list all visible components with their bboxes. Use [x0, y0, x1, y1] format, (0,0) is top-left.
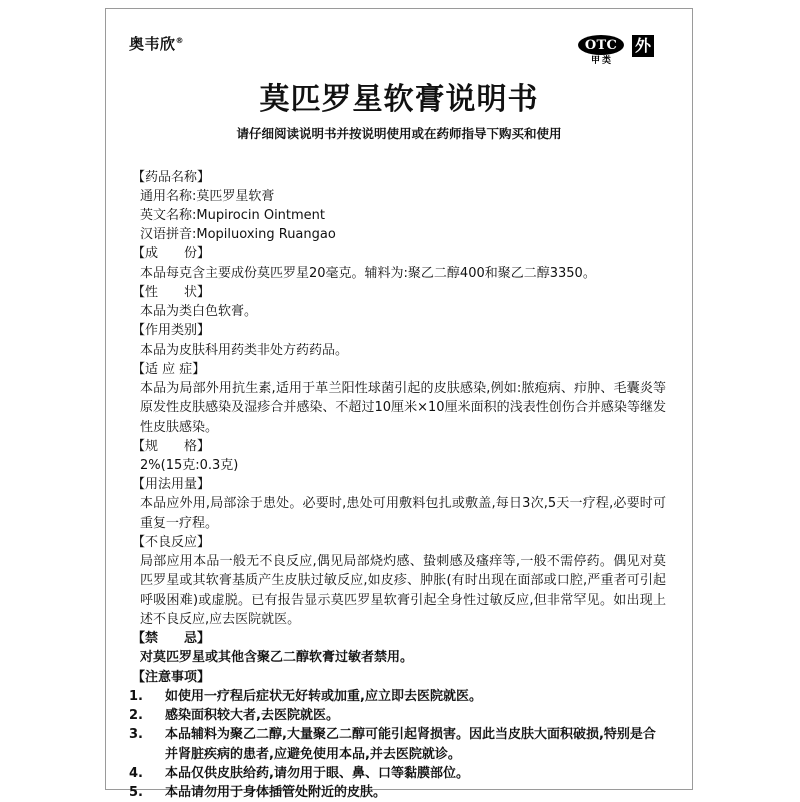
section-precautions: [132, 668, 666, 802]
otc-badge-icon: OTC: [578, 35, 624, 55]
indications-text: 本品为局部外用抗生素,适用于革兰阳性球菌引起的皮肤感染,例如:脓疱病、疖肿、毛囊炎等原发性皮肤感染及湿疹合并感染、不超过10厘米×10厘米面积的浅表性创伤合并感染等继发性皮肤感染。: [132, 379, 666, 437]
english-name-text: 英文名称:Mupirocin Ointment: [132, 206, 666, 225]
list-item: [140, 783, 666, 802]
dosage-text: 本品应外用,局部涂于患处。必要时,患处可用敷料包扎或敷盖,每日3次,5天一疗程,必要时可重复一疗程。: [132, 494, 666, 532]
list-item-number: 4.: [147, 764, 165, 783]
package-insert-page: [105, 8, 693, 790]
insert-body: [132, 168, 666, 802]
section-heading-specification: 【规 格】: [132, 437, 666, 456]
page-subtitle: 请仔细阅读说明书并按说明使用或在药师指导下购买和使用: [106, 126, 692, 141]
list-item-number: 5.: [147, 783, 165, 802]
registered-trademark-icon: ®: [176, 36, 185, 45]
category-text: 本品为皮肤科用药类非处方药药品。: [132, 341, 666, 360]
section-heading-ingredients: 【成 份】: [132, 244, 666, 263]
section-heading-contraindications: 【禁 忌】: [132, 629, 666, 648]
list-item: [140, 687, 666, 706]
list-item: [140, 764, 666, 783]
otc-class-label: 甲类: [589, 57, 613, 66]
insert-header: [106, 9, 692, 61]
adverse-reactions-text: 局部应用本品一般无不良反应,偶见局部烧灼感、蛰刺感及瘙痒等,一般不需停药。偶见对莫匹罗星或其软膏基质产生皮肤过敏反应,如皮疹、肿胀(有时出现在面部或口腔,严重者可引起呼吸困难)或虚脱。已有报告显示莫匹罗星软膏引起全身性过敏反应,但非常罕见。如出现上述不良反应,应去医院就医。: [132, 552, 666, 629]
section-heading-precautions: 【注意事项】: [132, 668, 666, 687]
generic-name-text: 通用名称:莫匹罗星软膏: [132, 187, 666, 206]
section-drug-name: [132, 168, 666, 245]
brand-name: 奥韦欣: [129, 35, 176, 53]
section-adverse-reactions: [132, 533, 666, 629]
specification-text: 2%(15克:0.3克): [132, 456, 666, 475]
otc-mark: [578, 35, 624, 66]
properties-text: 本品为类白色软膏。: [132, 302, 666, 321]
section-ingredients: [132, 244, 666, 282]
brand-logo: [129, 37, 184, 52]
list-item-number: 2.: [147, 706, 165, 725]
list-item-text: 如使用一疗程后症状无好转或加重,应立即去医院就医。: [165, 689, 482, 704]
external-use-icon: 外: [632, 35, 654, 57]
list-item-text: 本品仅供皮肤给药,请勿用于眼、鼻、口等黏膜部位。: [165, 766, 469, 781]
section-dosage: [132, 475, 666, 533]
list-item-text: 本品请勿用于身体插管处附近的皮肤。: [165, 785, 386, 800]
precautions-list: [132, 687, 666, 802]
section-heading-indications: 【适 应 症】: [132, 360, 666, 379]
regulatory-marks: [578, 35, 654, 66]
section-indications: [132, 360, 666, 437]
section-heading-properties: 【性 状】: [132, 283, 666, 302]
page-title: 莫匹罗星软膏说明书: [106, 83, 692, 118]
section-heading-dosage: 【用法用量】: [132, 475, 666, 494]
section-heading-category: 【作用类别】: [132, 321, 666, 340]
section-properties: [132, 283, 666, 321]
list-item-text: 本品辅料为聚乙二醇,大量聚乙二醇可能引起肾损害。因此当皮肤大面积破损,特别是合并肾脏疾病的患者,应避免使用本品,并去医院就诊。: [165, 727, 656, 761]
list-item-text: 感染面积较大者,去医院就医。: [165, 708, 339, 723]
section-heading-drug-name: 【药品名称】: [132, 168, 666, 187]
list-item-number: 3.: [147, 725, 165, 744]
list-item-number: 1.: [147, 687, 165, 706]
section-contraindications: [132, 629, 666, 667]
contraindications-text: 对莫匹罗星或其他含聚乙二醇软膏过敏者禁用。: [132, 648, 666, 667]
pinyin-name-text: 汉语拼音:Mopiluoxing Ruangao: [132, 225, 666, 244]
section-heading-adverse-reactions: 【不良反应】: [132, 533, 666, 552]
section-category: [132, 321, 666, 359]
list-item: [140, 725, 666, 763]
list-item: [140, 706, 666, 725]
ingredients-text: 本品每克含主要成份莫匹罗星20毫克。辅料为:聚乙二醇400和聚乙二醇3350。: [132, 264, 666, 283]
section-specification: [132, 437, 666, 475]
